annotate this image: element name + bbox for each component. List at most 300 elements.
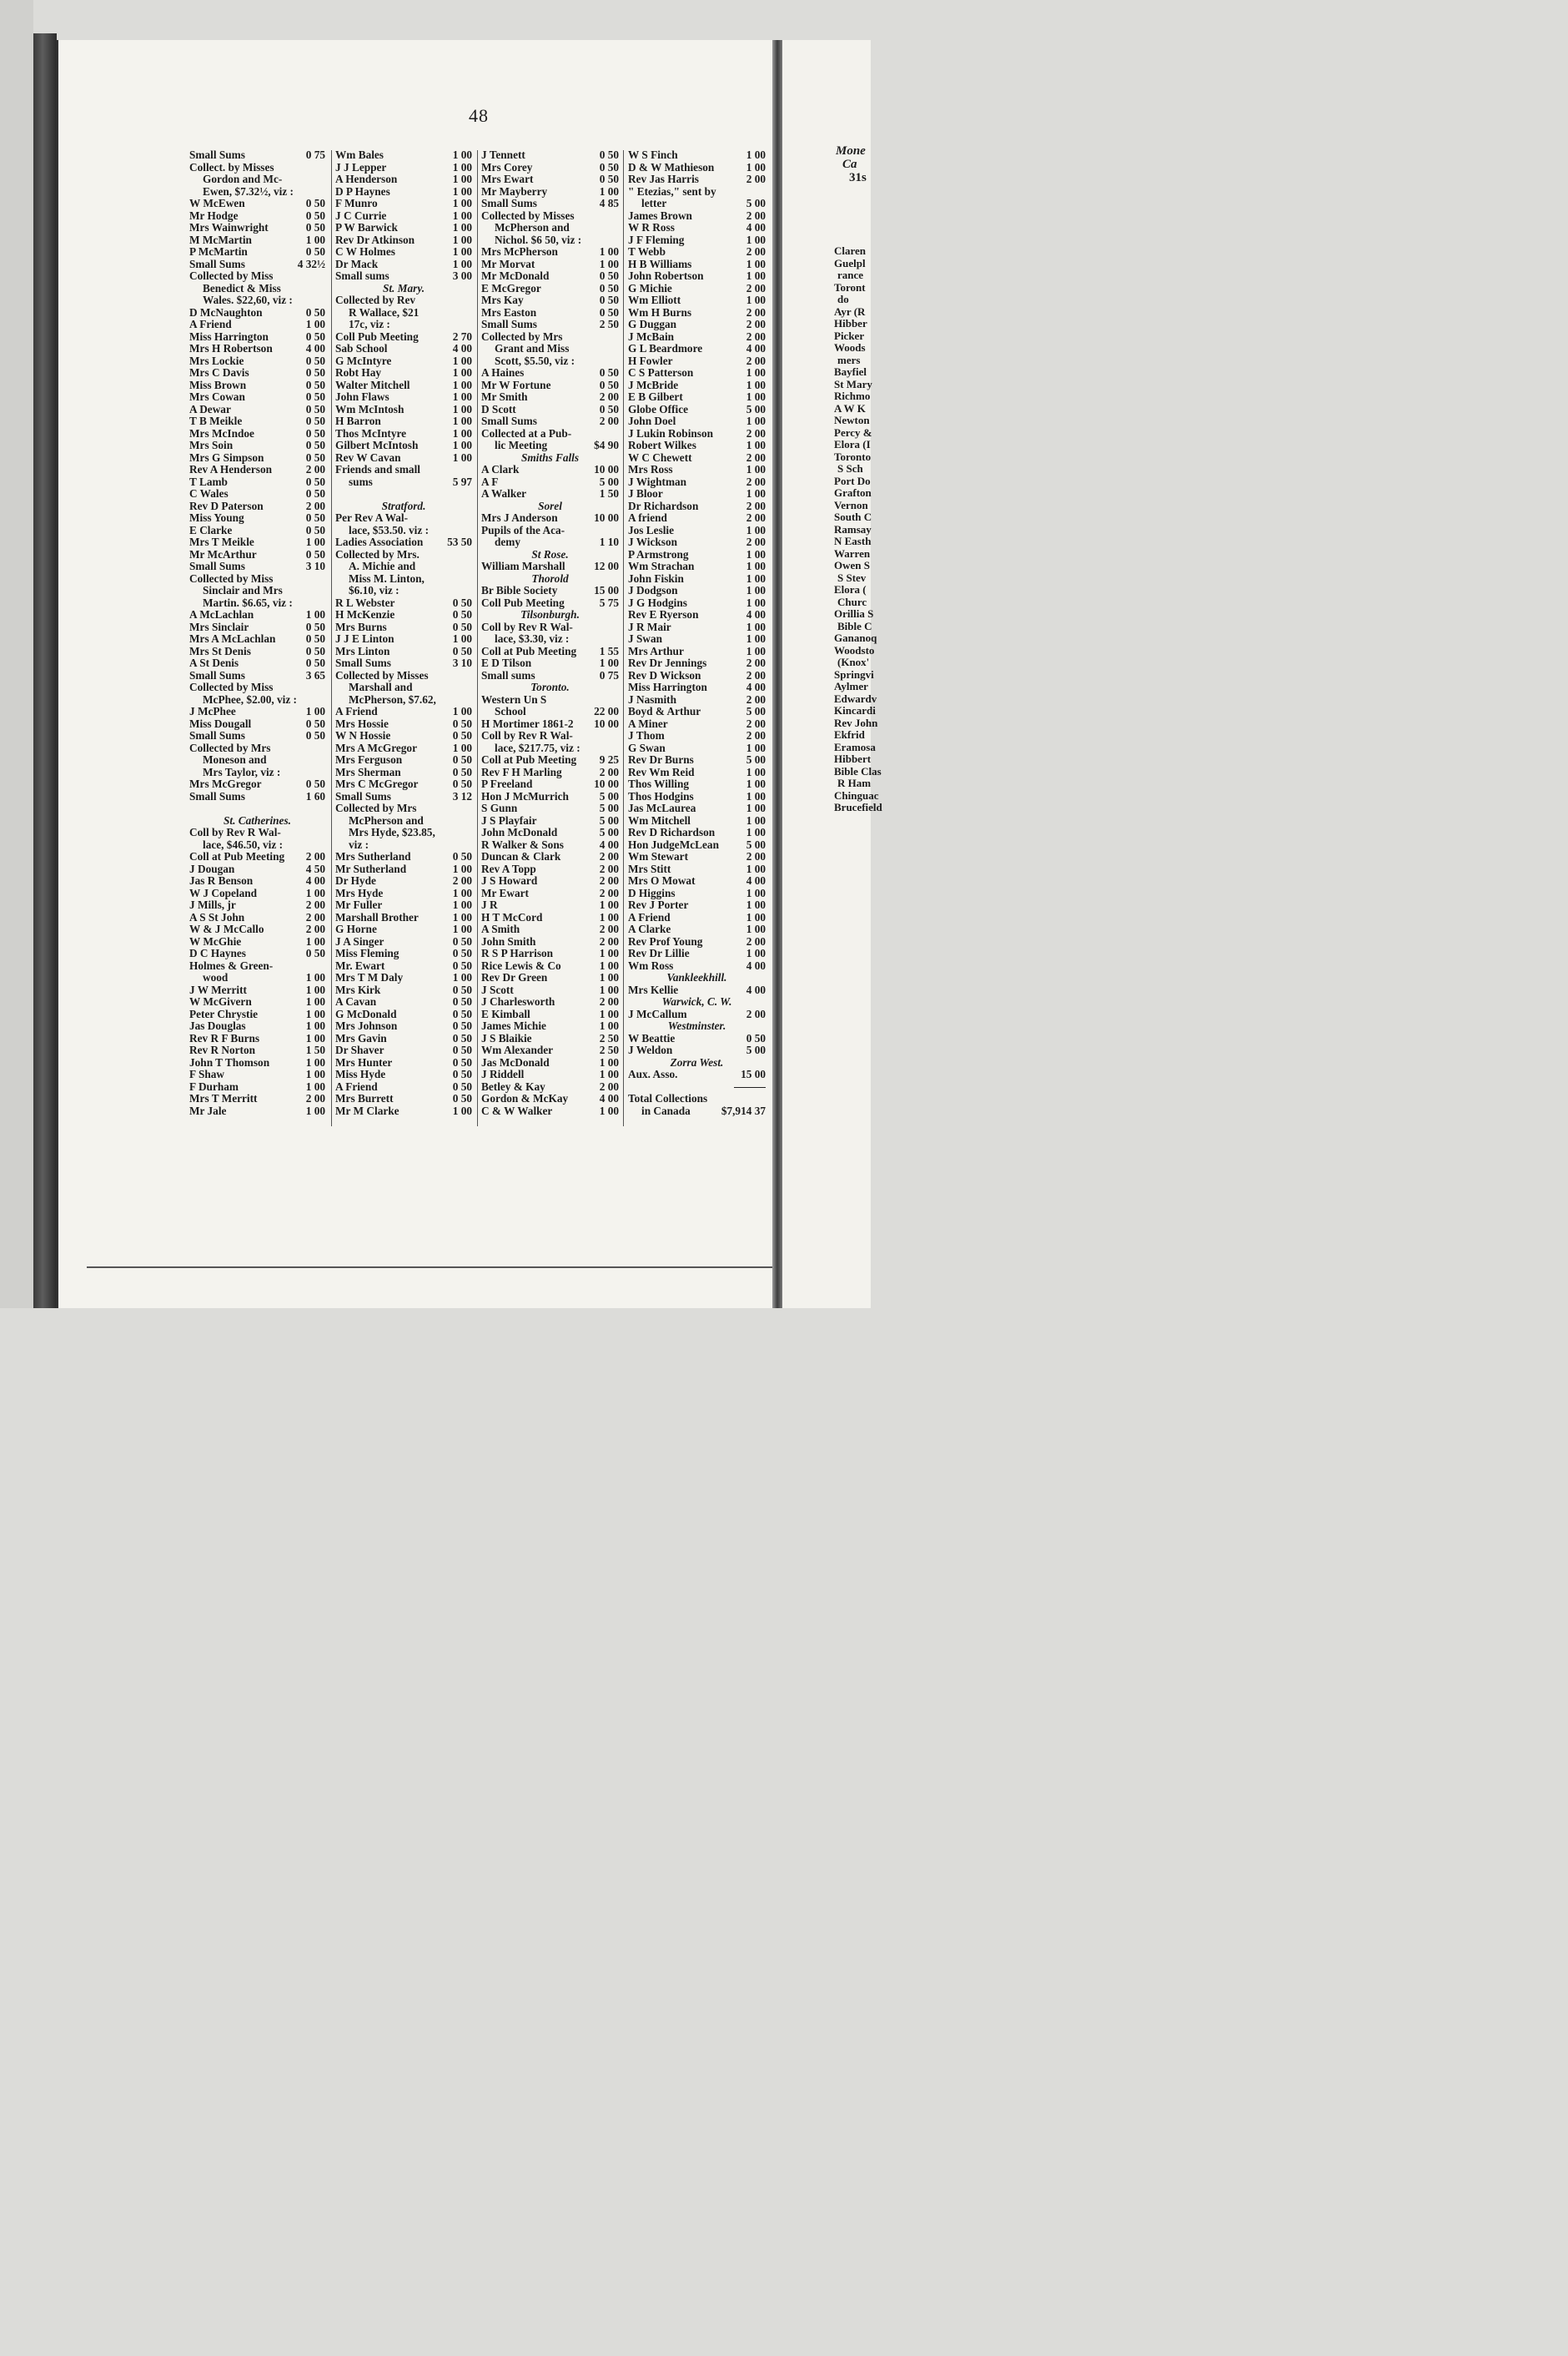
entry-name: Pupils of the Aca- xyxy=(481,523,565,536)
page-number: 48 xyxy=(469,105,489,126)
entry-name: A Walker xyxy=(481,487,527,500)
entry-amount: 2 00 xyxy=(305,463,325,476)
entry-name: 17c, viz : xyxy=(349,318,390,330)
entry-name: Rev Dr Green xyxy=(481,971,548,984)
ledger-entry xyxy=(335,996,472,1009)
entry-name: R S P Harrison xyxy=(481,947,554,959)
entry-name: J Riddell xyxy=(481,1068,525,1080)
entry-name: A Friend xyxy=(628,910,671,924)
entry-name: Wales. $22,60, viz : xyxy=(203,294,293,306)
ledger-entry xyxy=(628,657,766,670)
total-rule xyxy=(734,1087,766,1088)
entry-amount: 1 00 xyxy=(452,366,472,379)
entry-name: Collected by Miss xyxy=(189,681,274,693)
entry-name: Miss Harrington xyxy=(628,681,707,693)
entry-name: Aux. Asso. xyxy=(628,1068,678,1080)
entry-amount: 0 50 xyxy=(305,547,325,561)
entry-name: P Freeland xyxy=(481,778,533,790)
ledger-entry xyxy=(628,984,766,997)
entry-name: W C Chewett xyxy=(628,451,692,464)
entry-name: Rev D Richardson xyxy=(628,826,716,838)
ledger-entry xyxy=(335,162,472,174)
entry-name: Rev Jas Harris xyxy=(628,173,699,185)
entry-name: H Mortimer 1861-2 xyxy=(481,717,574,730)
entry-amount: 1 00 xyxy=(599,257,619,270)
entry-name: A Smith xyxy=(481,923,520,935)
entry-name: J C Currie xyxy=(335,209,387,222)
entry-amount: 10 00 xyxy=(594,778,619,790)
ledger-note xyxy=(189,754,325,767)
entry-amount: 0 50 xyxy=(305,644,325,657)
entry-amount: 2 00 xyxy=(746,209,766,222)
ledger-entry xyxy=(481,1105,619,1118)
entry-name: viz : xyxy=(349,838,369,851)
ledger-entry xyxy=(481,464,619,476)
entry-amount: 0 50 xyxy=(305,330,325,343)
entry-name: Dr Richardson xyxy=(628,499,699,512)
entry-amount: 0 50 xyxy=(305,729,325,742)
ledger-entry xyxy=(628,440,766,452)
ledger-entry xyxy=(628,307,766,320)
entry-name: C & W Walker xyxy=(481,1104,553,1117)
entry-amount: 0 50 xyxy=(599,160,619,174)
ledger-entry xyxy=(628,464,766,476)
ledger-note xyxy=(335,827,472,839)
ledger-note xyxy=(189,270,325,283)
facing-page xyxy=(782,40,882,1308)
ledger-entry xyxy=(335,355,472,368)
ledger-entry xyxy=(189,210,325,223)
entry-amount: 0 50 xyxy=(452,1080,472,1093)
ledger-entry xyxy=(481,972,619,984)
entry-amount: 2 00 xyxy=(452,874,472,887)
entry-amount: 1 00 xyxy=(599,971,619,984)
entry-amount: 0 50 xyxy=(452,1044,472,1056)
entry-name: Collected by Mrs xyxy=(481,330,563,343)
entry-name: Coll Pub Meeting xyxy=(481,596,565,609)
ledger-note xyxy=(335,319,472,331)
entry-name: Small Sums xyxy=(335,657,391,669)
entry-amount: 1 55 xyxy=(599,644,619,657)
ledger-note xyxy=(481,331,619,344)
ledger-entry xyxy=(481,488,619,501)
entry-amount: 2 00 xyxy=(746,717,766,730)
entry-name: F Durham xyxy=(189,1080,239,1093)
ledger-entry xyxy=(189,936,325,949)
entry-name: Mrs McGregor xyxy=(189,778,262,790)
section-heading: Zorra West. xyxy=(670,1055,724,1069)
entry-name: Hon JudgeMcLean xyxy=(628,838,719,851)
facing-line: Brucefield xyxy=(834,801,882,813)
entry-name: R L Webster xyxy=(335,596,395,609)
entry-name: Thos McIntyre xyxy=(335,426,407,440)
entry-amount: 1 00 xyxy=(452,632,472,645)
ledger-entry xyxy=(189,319,325,331)
entry-name: Mrs Ross xyxy=(628,463,673,476)
entry-name: W McGhie xyxy=(189,934,242,948)
entry-amount: 1 00 xyxy=(305,1019,325,1032)
entry-amount: 10 00 xyxy=(594,463,619,476)
ledger-entry xyxy=(335,476,472,489)
entry-amount: 1 00 xyxy=(746,257,766,270)
entry-name: Rev D Wickson xyxy=(628,668,701,682)
entry-name: W J Copeland xyxy=(189,886,258,899)
ledger-entry xyxy=(628,633,766,646)
entry-amount: 0 50 xyxy=(452,753,472,766)
entry-name: sums xyxy=(349,475,373,488)
entry-amount: 1 00 xyxy=(746,560,766,572)
entry-amount: 2 00 xyxy=(746,499,766,512)
entry-amount: 1 00 xyxy=(452,257,472,270)
entry-name: T Lamb xyxy=(189,475,228,488)
entry-amount: 1 60 xyxy=(305,789,325,803)
entry-name: Total Collections xyxy=(628,1092,708,1105)
entry-amount: 1 00 xyxy=(452,149,472,161)
entry-name: Rev D Paterson xyxy=(189,499,264,512)
entry-name: Mrs O Mowat xyxy=(628,874,696,887)
entry-amount: $4 90 xyxy=(594,439,619,451)
ledger-entry xyxy=(628,888,766,900)
entry-amount: 2 00 xyxy=(599,1080,619,1093)
section-heading: Stratford. xyxy=(381,499,426,512)
entry-amount: 1 00 xyxy=(746,160,766,174)
entry-name: Wm Strachan xyxy=(628,560,695,572)
entry-name: Mrs H Robertson xyxy=(189,342,273,355)
entry-name: Mrs Johnson xyxy=(335,1019,398,1032)
column-4 xyxy=(628,149,766,1117)
entry-amount: 2 00 xyxy=(746,475,766,488)
entry-amount: 1 00 xyxy=(452,354,472,367)
entry-amount: 0 50 xyxy=(305,390,325,403)
entry-name: J F Fleming xyxy=(628,233,685,246)
entry-amount: 1 00 xyxy=(746,789,766,803)
facing-line: Richmo xyxy=(834,390,871,402)
entry-amount: 1 00 xyxy=(452,439,472,451)
ledger-entry xyxy=(189,549,325,561)
entry-name: Scott, $5.50, viz : xyxy=(495,354,575,367)
entry-amount: 4 00 xyxy=(746,983,766,996)
entry-name: Miss Young xyxy=(189,511,244,524)
ledger-entry xyxy=(628,899,766,912)
scan-background xyxy=(0,0,33,1308)
entry-amount: 4 00 xyxy=(746,681,766,693)
ledger-note xyxy=(189,839,325,852)
entry-amount: 2 00 xyxy=(746,850,766,863)
ledger-entry xyxy=(481,380,619,392)
ledger-entry xyxy=(481,924,619,936)
ledger-entry xyxy=(189,609,325,622)
ledger-entry xyxy=(335,246,472,259)
entry-name: Dr Hyde xyxy=(335,874,376,887)
ledger-entry xyxy=(628,948,766,960)
ledger-entry xyxy=(335,924,472,936)
ledger-entry xyxy=(189,428,325,440)
entry-amount: 1 00 xyxy=(746,233,766,246)
entry-name: School xyxy=(495,705,526,717)
entry-name: Globe Office xyxy=(628,402,689,415)
entry-name: Nichol. $6 50, viz : xyxy=(495,233,582,246)
entry-name: Dr Shaver xyxy=(335,1044,384,1056)
entry-amount: 0 50 xyxy=(305,221,325,234)
entry-amount: 4 00 xyxy=(746,959,766,972)
ledger-entry xyxy=(189,464,325,476)
entry-amount: 2 00 xyxy=(746,245,766,258)
entry-amount: 2 00 xyxy=(746,451,766,464)
entry-name: Mr Hodge xyxy=(189,209,239,222)
column-divider xyxy=(623,150,624,1126)
ledger-entry xyxy=(189,1105,325,1118)
ledger-entry xyxy=(628,803,766,815)
entry-amount: 1 00 xyxy=(452,899,472,911)
entry-amount: 0 50 xyxy=(452,983,472,996)
facing-line: Port Do xyxy=(834,474,871,487)
facing-line: Ramsay xyxy=(834,522,872,536)
entry-name: McPherson and xyxy=(349,813,424,827)
entry-name: H McKenzie xyxy=(335,608,395,621)
entry-amount: 1 00 xyxy=(599,899,619,911)
ledger-entry xyxy=(628,222,766,234)
entry-amount: 2 00 xyxy=(746,173,766,185)
entry-name: Rev R Norton xyxy=(189,1044,256,1056)
entry-amount: 15 00 xyxy=(741,1068,766,1080)
entry-name: Mrs Hunter xyxy=(335,1055,393,1069)
entry-amount: 1 00 xyxy=(305,886,325,899)
ledger-entry xyxy=(481,996,619,1009)
entry-name: Mrs Lockie xyxy=(189,354,244,367)
entry-name: McPherson and xyxy=(495,221,570,234)
facing-line: Newton xyxy=(834,414,870,426)
ledger-entry xyxy=(189,488,325,501)
entry-name: Coll by Rev R Wal- xyxy=(189,826,281,838)
ledger-entry xyxy=(189,307,325,320)
ledger-entry xyxy=(189,525,325,537)
ledger-entry xyxy=(481,391,619,404)
entry-amount: 0 50 xyxy=(452,1007,472,1020)
entry-amount: 0 75 xyxy=(599,668,619,682)
entry-name: Small sums xyxy=(481,668,535,682)
entry-amount: 1 00 xyxy=(599,245,619,258)
entry-amount: 2 00 xyxy=(305,850,325,863)
entry-name: D Higgins xyxy=(628,886,676,899)
entry-name: Collected by Misses xyxy=(481,209,575,222)
entry-amount: 0 50 xyxy=(746,1031,766,1045)
entry-amount: 3 10 xyxy=(452,657,472,669)
ledger-entry xyxy=(628,912,766,924)
ledger-note xyxy=(335,670,472,682)
ledger-entry xyxy=(189,851,325,863)
ledger-entry xyxy=(189,452,325,465)
ledger-entry xyxy=(335,730,472,743)
ledger-entry xyxy=(628,536,766,549)
ledger-entry xyxy=(189,198,325,210)
entry-name: Mrs Ferguson xyxy=(335,753,403,766)
facing-line: Owen S xyxy=(834,559,870,571)
ledger-note xyxy=(481,694,619,707)
facing-line: mers xyxy=(837,353,861,366)
ledger-entry xyxy=(481,186,619,199)
entry-amount: 0 50 xyxy=(305,778,325,790)
ledger-note xyxy=(481,743,619,755)
entry-name: J Tennett xyxy=(481,149,525,161)
ledger-entry xyxy=(628,791,766,803)
facing-line: Rev John xyxy=(834,716,878,729)
entry-name: J G Hodgins xyxy=(628,596,687,609)
entry-amount: 2 00 xyxy=(599,874,619,887)
entry-amount: 1 00 xyxy=(305,608,325,621)
entry-name: in Canada xyxy=(641,1104,691,1117)
entry-name: Small sums xyxy=(335,269,389,282)
entry-amount: 4 50 xyxy=(305,862,325,875)
ledger-entry xyxy=(189,234,325,247)
entry-name: Ladies Association xyxy=(335,536,424,548)
ledger-entry xyxy=(335,1009,472,1021)
entry-amount: 5 00 xyxy=(746,705,766,717)
facing-line: Ayr (R xyxy=(834,305,866,318)
ledger-note xyxy=(335,839,472,852)
ledger-note xyxy=(335,815,472,828)
ledger-entry xyxy=(481,815,619,828)
entry-name: Rev Wm Reid xyxy=(628,765,695,778)
entry-amount: 2 00 xyxy=(746,934,766,948)
entry-name: Collected by Misses xyxy=(335,668,429,682)
entry-amount: 2 00 xyxy=(305,910,325,924)
ledger-entry xyxy=(335,899,472,912)
entry-name: Mr Smith xyxy=(481,390,528,403)
entry-name: Rev F H Marling xyxy=(481,765,562,778)
entry-amount: 5 00 xyxy=(746,753,766,766)
entry-name: J J E Linton xyxy=(335,632,395,645)
entry-amount: 1 00 xyxy=(746,620,766,633)
entry-name: Jas McDonald xyxy=(481,1055,550,1069)
entry-name: Miss Harrington xyxy=(189,330,269,343)
ledger-note xyxy=(335,573,472,586)
entry-amount: 2 00 xyxy=(746,426,766,440)
ledger-note xyxy=(189,960,325,973)
ledger-entry xyxy=(628,525,766,537)
entry-name: Small Sums xyxy=(481,197,537,209)
ledger-entry xyxy=(481,706,619,718)
entry-amount: 1 00 xyxy=(746,523,766,536)
ledger-note xyxy=(481,428,619,440)
entry-amount: 0 50 xyxy=(452,995,472,1008)
entry-amount: 5 00 xyxy=(746,838,766,851)
entry-name: Miss Dougall xyxy=(189,717,252,730)
ledger-entry xyxy=(335,1093,472,1105)
entry-name: W S Finch xyxy=(628,149,678,161)
ledger-entry xyxy=(628,391,766,404)
entry-name: James Brown xyxy=(628,209,692,222)
ledger-entry xyxy=(335,440,472,452)
entry-name: John Smith xyxy=(481,934,536,948)
ledger-entry xyxy=(628,452,766,465)
entry-amount: 0 50 xyxy=(452,608,472,621)
ledger-entry xyxy=(628,259,766,271)
entry-amount: 0 50 xyxy=(305,523,325,536)
entry-name: E Kimball xyxy=(481,1007,530,1020)
entry-name: Mrs Kay xyxy=(481,294,524,306)
ledger-entry xyxy=(335,149,472,162)
ledger-entry xyxy=(335,343,472,355)
entry-amount: 1 00 xyxy=(746,923,766,935)
book-gutter xyxy=(772,40,782,1308)
entry-name: lic Meeting xyxy=(495,439,548,451)
entry-name: Wm Stewart xyxy=(628,850,689,863)
entry-name: A Henderson xyxy=(335,173,398,185)
ledger-entry xyxy=(189,706,325,718)
ledger-entry xyxy=(335,234,472,247)
entry-amount: 3 65 xyxy=(305,668,325,682)
ledger-entry xyxy=(628,1045,766,1057)
entry-name: Wm McIntosh xyxy=(335,402,405,415)
ledger-note xyxy=(335,561,472,573)
ledger-entry xyxy=(481,561,619,573)
section-heading: St. Catherines. xyxy=(224,813,291,827)
entry-name: Small Sums xyxy=(481,318,537,330)
facing-heading-3: 31s xyxy=(849,171,867,184)
ledger-entry xyxy=(189,912,325,924)
entry-amount: 0 50 xyxy=(305,415,325,427)
entry-name: J S Howard xyxy=(481,874,538,887)
section-heading: Westminster. xyxy=(667,1019,726,1032)
entry-amount: 1 00 xyxy=(599,1007,619,1020)
ledger-note xyxy=(335,525,472,537)
entry-amount: 4 00 xyxy=(305,874,325,887)
entry-amount: 0 50 xyxy=(305,366,325,379)
ledger-entry xyxy=(481,512,619,525)
ledger-entry xyxy=(189,646,325,658)
entry-amount: 1 00 xyxy=(746,463,766,476)
entry-amount: 1 00 xyxy=(599,959,619,972)
facing-line: Woodsto xyxy=(834,643,875,657)
entry-name: Collect. by Misses xyxy=(189,160,274,174)
ledger-entry xyxy=(481,899,619,912)
entry-amount: 2 50 xyxy=(599,318,619,330)
entry-name: Hon J McMurrich xyxy=(481,789,569,803)
facing-line: Chinguac xyxy=(834,788,879,802)
entry-amount: 0 50 xyxy=(599,173,619,185)
ledger-entry xyxy=(189,875,325,888)
entry-name: Mrs Kellie xyxy=(628,983,679,996)
entry-name: T B Meikle xyxy=(189,415,243,427)
facing-line: do xyxy=(837,293,849,305)
entry-name: J Wickson xyxy=(628,536,677,548)
ledger-entry xyxy=(481,984,619,997)
entry-name: J R xyxy=(481,899,498,911)
ledger-entry xyxy=(481,791,619,803)
entry-name: Mrs St Denis xyxy=(189,644,251,657)
facing-line: St Mary xyxy=(834,377,872,390)
entry-amount: 0 50 xyxy=(305,245,325,258)
ledger-note xyxy=(189,585,325,597)
entry-amount: 2 00 xyxy=(746,305,766,319)
entry-amount: 1 00 xyxy=(599,657,619,669)
entry-name: J Scott xyxy=(481,983,514,996)
entry-amount: 0 50 xyxy=(452,778,472,790)
entry-amount: 10 00 xyxy=(594,717,619,730)
facing-line: S Stev xyxy=(837,571,867,584)
ledger-entry xyxy=(628,1069,766,1081)
entry-amount: 0 50 xyxy=(452,850,472,863)
entry-amount: 1 00 xyxy=(746,899,766,911)
entry-amount: 1 00 xyxy=(305,536,325,548)
ledger-entry xyxy=(481,646,619,658)
entry-name: Robt Hay xyxy=(335,366,382,379)
entry-amount: 1 00 xyxy=(746,547,766,561)
entry-amount: 0 50 xyxy=(452,1031,472,1045)
entry-amount: 1 00 xyxy=(599,910,619,924)
entry-name: J Nasmith xyxy=(628,692,676,706)
entry-amount: 4 00 xyxy=(746,342,766,355)
